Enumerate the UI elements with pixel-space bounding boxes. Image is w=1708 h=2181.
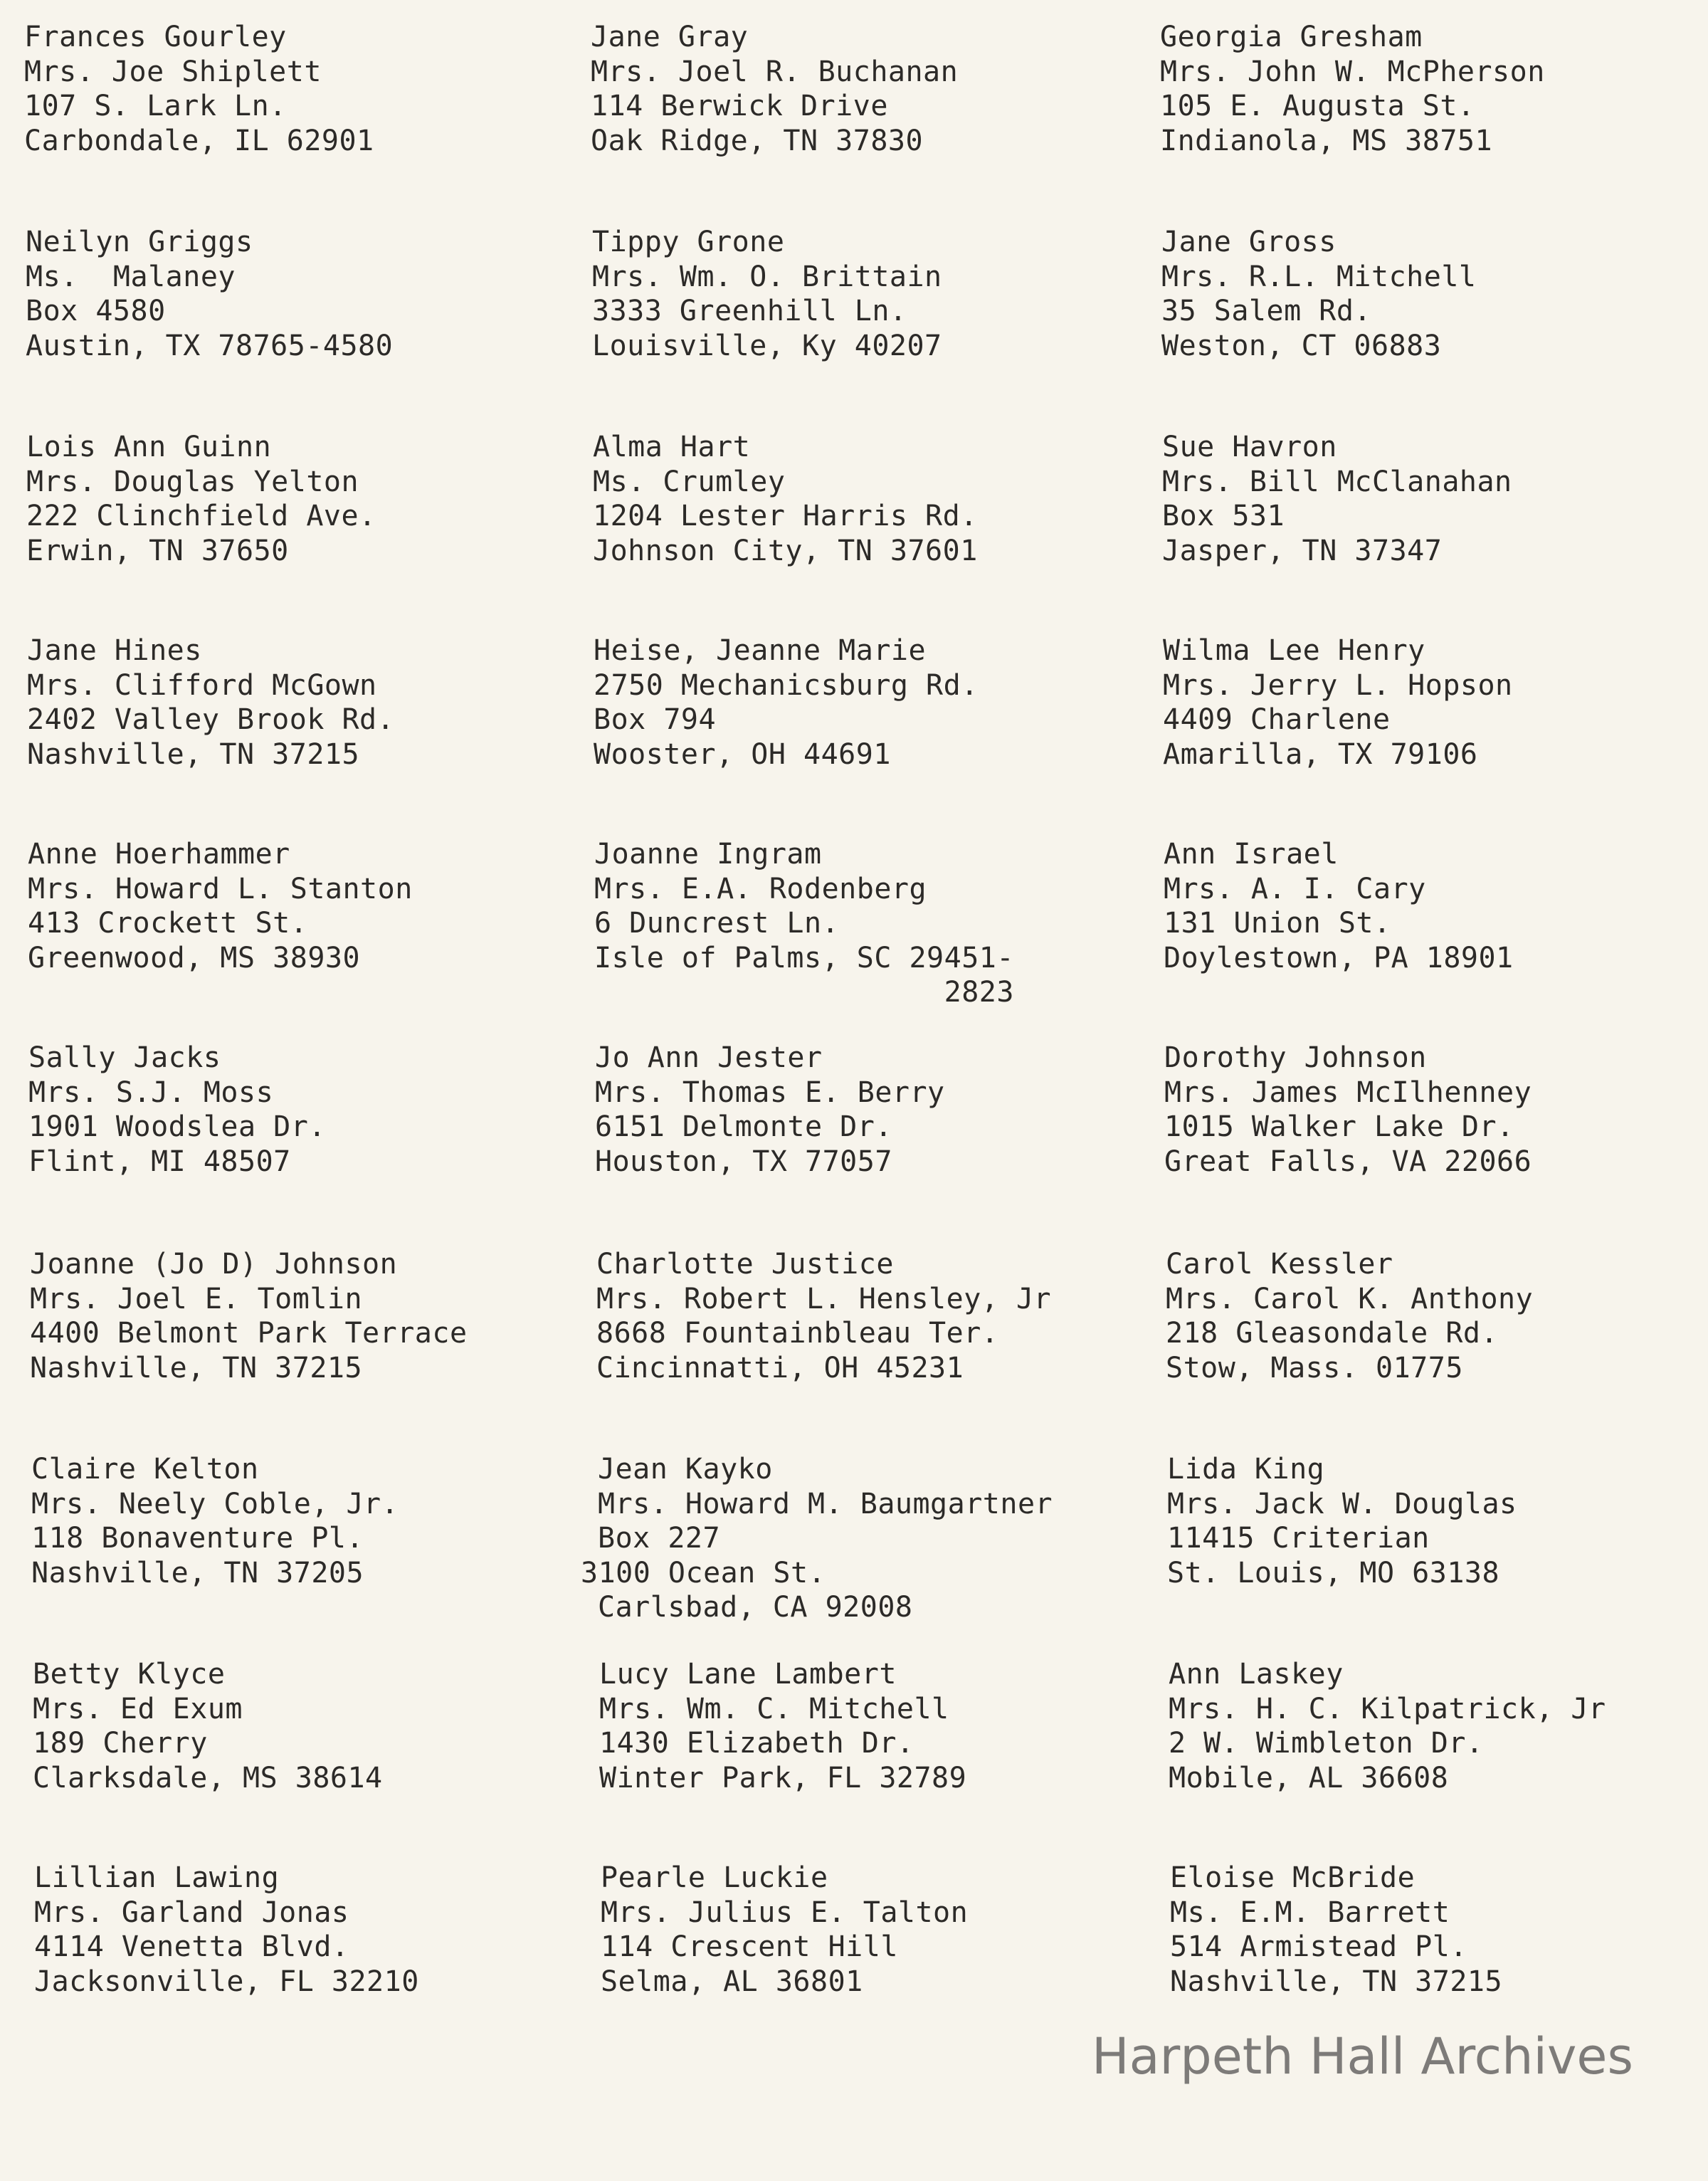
address-entry — [1167, 1452, 1517, 1590]
address-line: Mrs. Joe Shiplett — [24, 55, 322, 88]
address-entry — [1161, 225, 1476, 363]
address-line: Winter Park, FL 32789 — [599, 1761, 967, 1794]
address-entry — [30, 1247, 468, 1385]
address-line: Mrs. Howard M. Baumgartner — [598, 1487, 1053, 1520]
address-line: Anne Hoerhammer — [28, 838, 290, 871]
address-line: 3100 Ocean St. — [581, 1556, 826, 1589]
address-line: Mrs. Robert L. Hensley, Jr — [596, 1282, 1052, 1315]
address-line: Mrs. E.A. Rodenberg — [594, 872, 927, 905]
address-line: Alma Hart — [593, 431, 751, 463]
address-line: Selma, AL 36801 — [601, 1965, 863, 1998]
address-line: 2750 Mechanicsburg Rd. — [594, 668, 979, 702]
address-line: Box 227 — [598, 1522, 721, 1555]
address-line: Mrs. Jack W. Douglas — [1167, 1487, 1517, 1520]
address-line: Dorothy Johnson — [1164, 1041, 1427, 1074]
archive-watermark: Harpeth Hall Archives — [1092, 2027, 1633, 2086]
address-line: Lida King — [1167, 1453, 1325, 1486]
address-entry — [1164, 1041, 1532, 1179]
address-line: Mrs. Carol K. Anthony — [1166, 1282, 1534, 1315]
address-line: Mrs. Joel E. Tomlin — [30, 1282, 363, 1315]
address-line: Lois Ann Guinn — [26, 431, 272, 463]
address-entry — [26, 225, 393, 363]
address-line: Mrs. S.J. Moss — [28, 1076, 274, 1109]
address-line: Jane Gross — [1161, 226, 1337, 258]
address-line: Amarilla, TX 79106 — [1163, 737, 1478, 771]
address-entry — [1170, 1861, 1502, 1999]
address-line: St. Louis, MO 63138 — [1167, 1556, 1500, 1589]
address-line: 4114 Venetta Blvd. — [34, 1930, 349, 1963]
address-entry — [601, 1861, 968, 1999]
address-line: Box 794 — [594, 703, 717, 736]
address-entry — [28, 837, 413, 975]
address-line: Nashville, TN 37215 — [30, 1351, 363, 1384]
address-line: 131 Union St. — [1164, 907, 1391, 940]
address-entry — [594, 634, 979, 772]
address-line: Erwin, TN 37650 — [26, 534, 289, 567]
address-line: Frances Gourley — [24, 21, 287, 53]
address-entry — [28, 1041, 326, 1179]
address-line: 6 Duncrest Ln. — [594, 907, 840, 940]
address-line: Georgia Gresham — [1160, 21, 1423, 53]
address-line: 4409 Charlene — [1163, 703, 1391, 736]
address-line: 4400 Belmont Park Terrace — [30, 1317, 468, 1350]
address-line: Box 4580 — [26, 295, 166, 327]
address-line: Ms. Crumley — [593, 465, 786, 498]
address-entry — [591, 20, 958, 158]
address-line: Mrs. Joel R. Buchanan — [591, 55, 959, 88]
address-line: Tippy Grone — [592, 226, 785, 258]
address-line: Nashville, TN 37205 — [31, 1556, 364, 1589]
address-line: Carol Kessler — [1166, 1248, 1393, 1281]
address-line: Mrs. R.L. Mitchell — [1161, 260, 1477, 293]
address-entry — [594, 837, 1014, 1010]
address-line: Doylestown, PA 18901 — [1164, 941, 1514, 974]
address-line: Austin, TX 78765-4580 — [26, 329, 394, 362]
address-line: 413 Crockett St. — [28, 907, 308, 940]
address-line: 222 Clinchfield Ave. — [26, 500, 376, 532]
address-line: 3333 Greenhill Ln. — [592, 295, 907, 327]
address-line: Mrs. Ed Exum — [33, 1692, 243, 1725]
address-line: Weston, CT 06883 — [1161, 329, 1442, 362]
address-line: Sue Havron — [1162, 431, 1337, 463]
address-line: Mrs. H. C. Kilpatrick, Jr — [1169, 1692, 1606, 1725]
address-entry — [1162, 430, 1512, 568]
address-line: Lucy Lane Lambert — [599, 1658, 897, 1691]
address-line: Ms. Malaney — [26, 260, 236, 293]
address-line: Mrs. A. I. Cary — [1164, 872, 1426, 905]
address-line: Mrs. Howard L. Stanton — [28, 872, 413, 905]
address-line: Wooster, OH 44691 — [594, 737, 891, 771]
address-line: 2823 — [594, 976, 1014, 1009]
address-line: 107 S. Lark Ln. — [24, 90, 287, 122]
address-line: Ann Israel — [1164, 838, 1339, 871]
address-line: Mrs. Wm. C. Mitchell — [599, 1692, 949, 1725]
address-line: Claire Kelton — [31, 1453, 259, 1486]
address-entry — [596, 1247, 1051, 1385]
address-line: Mobile, AL 36608 — [1169, 1761, 1449, 1794]
address-line: Great Falls, VA 22066 — [1164, 1145, 1532, 1178]
address-line: 114 Crescent Hill — [601, 1930, 898, 1963]
address-entry — [592, 225, 942, 363]
address-line: Mrs. Julius E. Talton — [601, 1896, 969, 1929]
address-line: 2402 Valley Brook Rd. — [27, 703, 395, 736]
address-line: Houston, TX 77057 — [595, 1145, 892, 1178]
address-line: Pearle Luckie — [601, 1861, 828, 1894]
address-entry — [1166, 1247, 1533, 1385]
address-entry — [1169, 1657, 1606, 1795]
address-line: Betty Klyce — [33, 1658, 226, 1691]
address-line: Jacksonville, FL 32210 — [34, 1965, 419, 1998]
address-entry — [1164, 837, 1514, 975]
address-line: Ann Laskey — [1169, 1658, 1344, 1691]
address-line: 35 Salem Rd. — [1161, 295, 1371, 327]
address-line: 8668 Fountainbleau Ter. — [596, 1317, 999, 1350]
address-line: Nashville, TN 37215 — [27, 737, 360, 771]
address-line: Mrs. Wm. O. Brittain — [592, 260, 942, 293]
address-line: Greenwood, MS 38930 — [28, 941, 361, 974]
address-line: Clarksdale, MS 38614 — [33, 1761, 383, 1794]
address-entry — [581, 1452, 1053, 1625]
address-line: Indianola, MS 38751 — [1160, 124, 1493, 157]
address-line: Charlotte Justice — [596, 1248, 894, 1281]
address-entry — [1163, 634, 1513, 772]
address-line: 514 Armistead Pl. — [1170, 1930, 1467, 1963]
address-line: 6151 Delmonte Dr. — [595, 1110, 892, 1143]
address-entry — [595, 1041, 945, 1179]
address-line: Jasper, TN 37347 — [1162, 534, 1443, 567]
address-line: Box 531 — [1162, 500, 1285, 532]
address-line: 105 E. Augusta St. — [1160, 90, 1475, 122]
address-line: Carbondale, IL 62901 — [24, 124, 374, 157]
address-line: Lillian Lawing — [34, 1861, 280, 1894]
address-line: Cincinnatti, OH 45231 — [596, 1351, 964, 1384]
address-line: Eloise McBride — [1170, 1861, 1416, 1894]
address-entry — [27, 634, 394, 772]
address-entry — [26, 430, 376, 568]
address-line: 11415 Criterian — [1167, 1522, 1430, 1555]
address-line: Jane Gray — [591, 21, 749, 53]
address-line: 2 W. Wimbleton Dr. — [1169, 1727, 1484, 1760]
address-line: 1204 Lester Harris Rd. — [593, 500, 978, 532]
address-line: Johnson City, TN 37601 — [593, 534, 978, 567]
address-line: 114 Berwick Drive — [591, 90, 888, 122]
address-line: Carlsbad, CA 92008 — [598, 1591, 913, 1624]
address-line: Jo Ann Jester — [595, 1041, 823, 1074]
address-entry — [31, 1452, 399, 1590]
address-line: Mrs. Neely Coble, Jr. — [31, 1487, 399, 1520]
address-entry — [1160, 20, 1545, 158]
address-line: Wilma Lee Henry — [1163, 634, 1425, 667]
address-line: Jane Hines — [27, 634, 202, 667]
address-line: Mrs. Bill McClanahan — [1162, 465, 1512, 498]
address-line: Louisville, Ky 40207 — [592, 329, 942, 362]
address-line: Mrs. Douglas Yelton — [26, 465, 359, 498]
address-line: Flint, MI 48507 — [28, 1145, 291, 1178]
address-line: Mrs. Garland Jonas — [34, 1896, 349, 1929]
address-line: 1015 Walker Lake Dr. — [1164, 1110, 1514, 1143]
address-line: Isle of Palms, SC 29451- — [594, 941, 1014, 974]
address-line: Heise, Jeanne Marie — [594, 634, 927, 667]
address-entry — [34, 1861, 419, 1999]
address-entry — [33, 1657, 383, 1795]
address-line: Mrs. James McIlhenney — [1164, 1076, 1532, 1109]
address-line: Joanne Ingram — [594, 838, 822, 871]
address-line: 218 Gleasondale Rd. — [1166, 1317, 1499, 1350]
address-line: Mrs. Thomas E. Berry — [595, 1076, 945, 1109]
address-line: Nashville, TN 37215 — [1170, 1965, 1503, 1998]
address-line: 118 Bonaventure Pl. — [31, 1522, 364, 1555]
address-line: Sally Jacks — [28, 1041, 221, 1074]
address-line: Mrs. Clifford McGown — [27, 668, 377, 702]
address-line: Mrs. John W. McPherson — [1160, 55, 1545, 88]
address-entry — [593, 430, 978, 568]
address-line: Stow, Mass. 01775 — [1166, 1351, 1463, 1384]
address-entry — [599, 1657, 966, 1795]
address-line: 1901 Woodslea Dr. — [28, 1110, 326, 1143]
address-line: Ms. E.M. Barrett — [1170, 1896, 1450, 1929]
address-line: Mrs. Jerry L. Hopson — [1163, 668, 1513, 702]
address-line: 189 Cherry — [33, 1727, 208, 1760]
address-line: Oak Ridge, TN 37830 — [591, 124, 924, 157]
address-line: Neilyn Griggs — [26, 226, 253, 258]
address-line: Joanne (Jo D) Johnson — [30, 1248, 398, 1281]
address-line: 1430 Elizabeth Dr. — [599, 1727, 914, 1760]
address-line: Jean Kayko — [598, 1453, 773, 1486]
address-entry — [24, 20, 374, 158]
